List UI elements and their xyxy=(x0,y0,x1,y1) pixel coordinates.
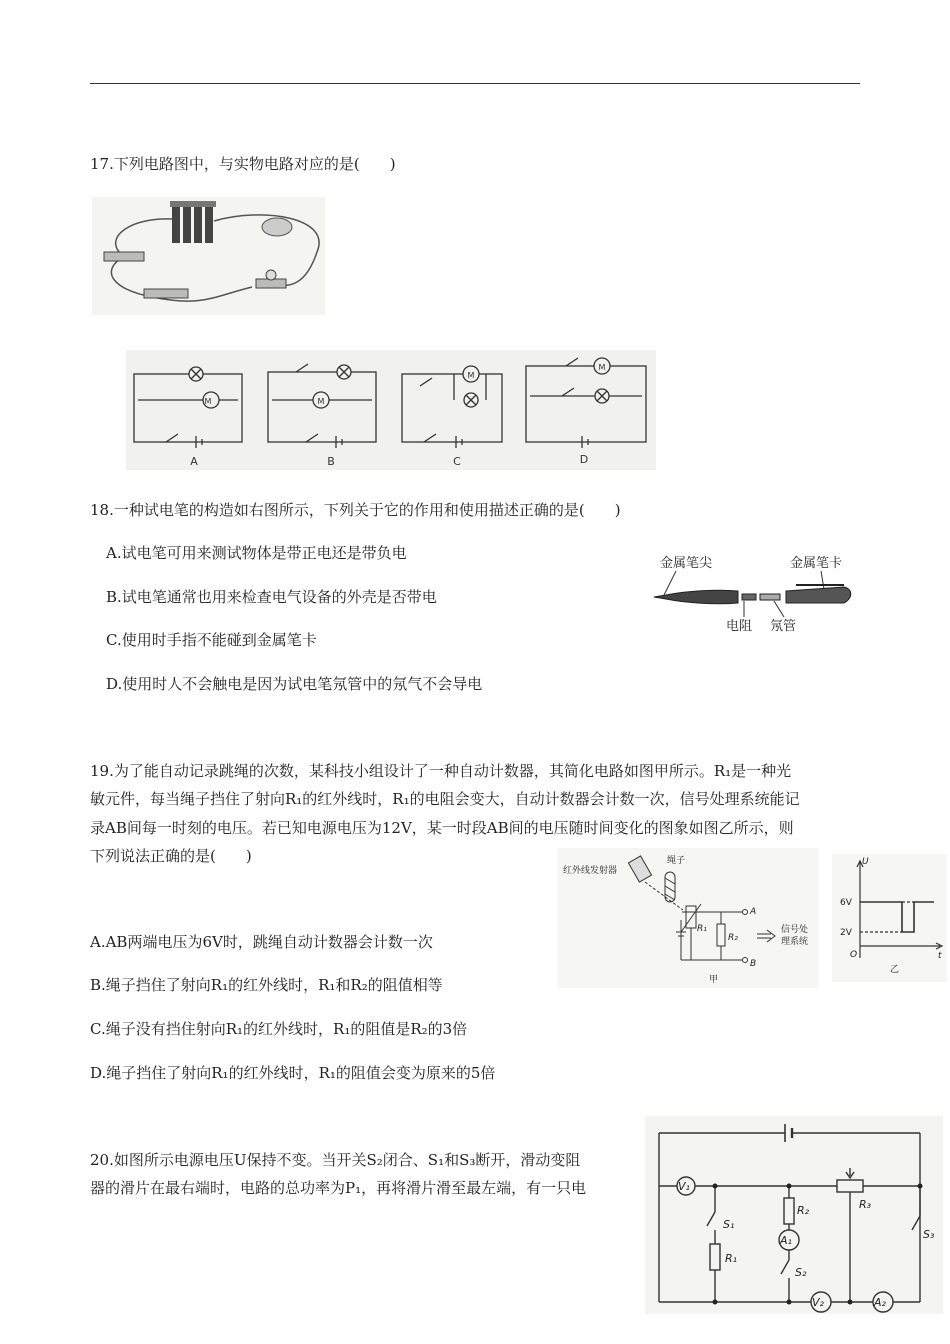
q17-option-d[interactable]: D xyxy=(579,453,589,466)
q19-r2-label: R₂ xyxy=(728,933,738,943)
q20-r2-label: R₂ xyxy=(797,1204,810,1217)
q20-s2-label: S₂ xyxy=(795,1266,807,1279)
q20-circuit-figure xyxy=(645,1116,943,1314)
q19-system-label-2: 理系统 xyxy=(781,937,809,947)
q18-clip-label: 金属笔卡 xyxy=(790,556,843,571)
q18-resistor-label: 电阻 xyxy=(726,619,753,634)
q19-2v-label: 2V xyxy=(840,928,852,938)
q18-neon-label: 氖管 xyxy=(770,619,797,634)
q19-a-label: A xyxy=(750,907,757,917)
q17-stem: 17.下列电路图中，与实物电路对应的是( ) xyxy=(90,155,396,173)
q19-yi-caption: 乙 xyxy=(890,965,900,975)
q20-v1-label: V₁ xyxy=(678,1180,690,1193)
q18-stem: 18.一种试电笔的构造如右图所示，下列关于它的作用和使用描述正确的是( ) xyxy=(90,501,621,519)
q17-photo xyxy=(92,197,325,315)
q19-rope-label: 绳子 xyxy=(667,856,686,866)
q20-stem-line-2: 器的滑片在最右端时，电路的总功率为P₁，再将滑片滑至最左端，有一只电 xyxy=(90,1179,587,1197)
q18-test-pen-figure xyxy=(646,545,861,640)
q19-stem-line-1: 19.为了能自动记录跳绳的次数，某科技小组设计了一种自动计数器，其简化电路如图甲所示。R₁是一种光 xyxy=(90,762,792,780)
q19-system-label-1: 信号处 xyxy=(781,925,809,935)
q19-u-axis: U xyxy=(862,857,869,867)
q20-v2-label: V₂ xyxy=(812,1296,824,1309)
q19-figure-yi xyxy=(832,854,947,982)
q17-option-a[interactable]: A xyxy=(190,455,198,468)
q17-option-c[interactable]: C xyxy=(453,455,461,468)
q18-option-b[interactable]: B.试电笔通常也用来检查电气设备的外壳是否带电 xyxy=(106,588,437,606)
q19-figure-jia xyxy=(557,848,819,988)
q19-stem-line-3: 录AB间每一时刻的电压。若已知电源电压为12V，某一时段AB间的电压随时间变化的图象如图乙所示，则 xyxy=(90,819,794,837)
svg-text:M: M xyxy=(598,363,606,372)
q18-option-c[interactable]: C.使用时手指不能碰到金属笔卡 xyxy=(106,631,317,649)
q20-r1-label: R₁ xyxy=(725,1252,738,1265)
q19-6v-label: 6V xyxy=(840,898,852,908)
q19-jia-caption: 甲 xyxy=(709,975,719,985)
q19-b-label: B xyxy=(750,959,757,969)
q19-origin: O xyxy=(850,950,858,960)
q18-tip-label: 金属笔尖 xyxy=(660,556,713,571)
svg-text:M: M xyxy=(204,397,212,406)
q19-stem-line-2: 敏元件，每当绳子挡住了射向R₁的红外线时，R₁的电阻会变大，自动计数器会计数一次，信号处理系统能记 xyxy=(90,790,800,808)
q20-a1-label: A₁ xyxy=(780,1234,792,1247)
q19-option-b[interactable]: B.绳子挡住了射向R₁的红外线时，R₁和R₂的阻值相等 xyxy=(90,976,443,994)
q19-r1-label: R₁ xyxy=(697,924,707,934)
q20-a2-label: A₂ xyxy=(874,1296,886,1309)
header-rule xyxy=(90,83,860,84)
q20-s1-label: S₁ xyxy=(723,1218,735,1231)
q20-s3-label: S₃ xyxy=(923,1228,935,1241)
q20-stem-line-1: 20.如图所示电源电压U保持不变。当开关S₂闭合、S₁和S₃断开，滑动变阻 xyxy=(90,1151,581,1169)
q19-option-c[interactable]: C.绳子没有挡住射向R₁的红外线时，R₁的阻值是R₂的3倍 xyxy=(90,1020,468,1038)
q19-option-a[interactable]: A.AB两端电压为6V时，跳绳自动计数器会计数一次 xyxy=(90,933,433,951)
q18-option-a[interactable]: A.试电笔可用来测试物体是带正电还是带负电 xyxy=(106,544,407,562)
q19-emitter-label: 红外线发射器 xyxy=(563,866,618,876)
svg-text:M: M xyxy=(467,371,475,380)
q17-circuit-options xyxy=(126,350,656,470)
q19-option-d[interactable]: D.绳子挡住了射向R₁的红外线时，R₁的阻值会变为原来的5倍 xyxy=(90,1064,496,1082)
q19-stem-line-4: 下列说法正确的是( ) xyxy=(90,847,252,865)
svg-text:M: M xyxy=(317,397,325,406)
q18-option-d[interactable]: D.使用时人不会触电是因为试电笔氖管中的氖气不会导电 xyxy=(106,675,483,693)
q19-t-axis: t xyxy=(938,951,942,961)
q20-r3-label: R₃ xyxy=(859,1198,872,1211)
q17-option-b[interactable]: B xyxy=(327,455,335,468)
